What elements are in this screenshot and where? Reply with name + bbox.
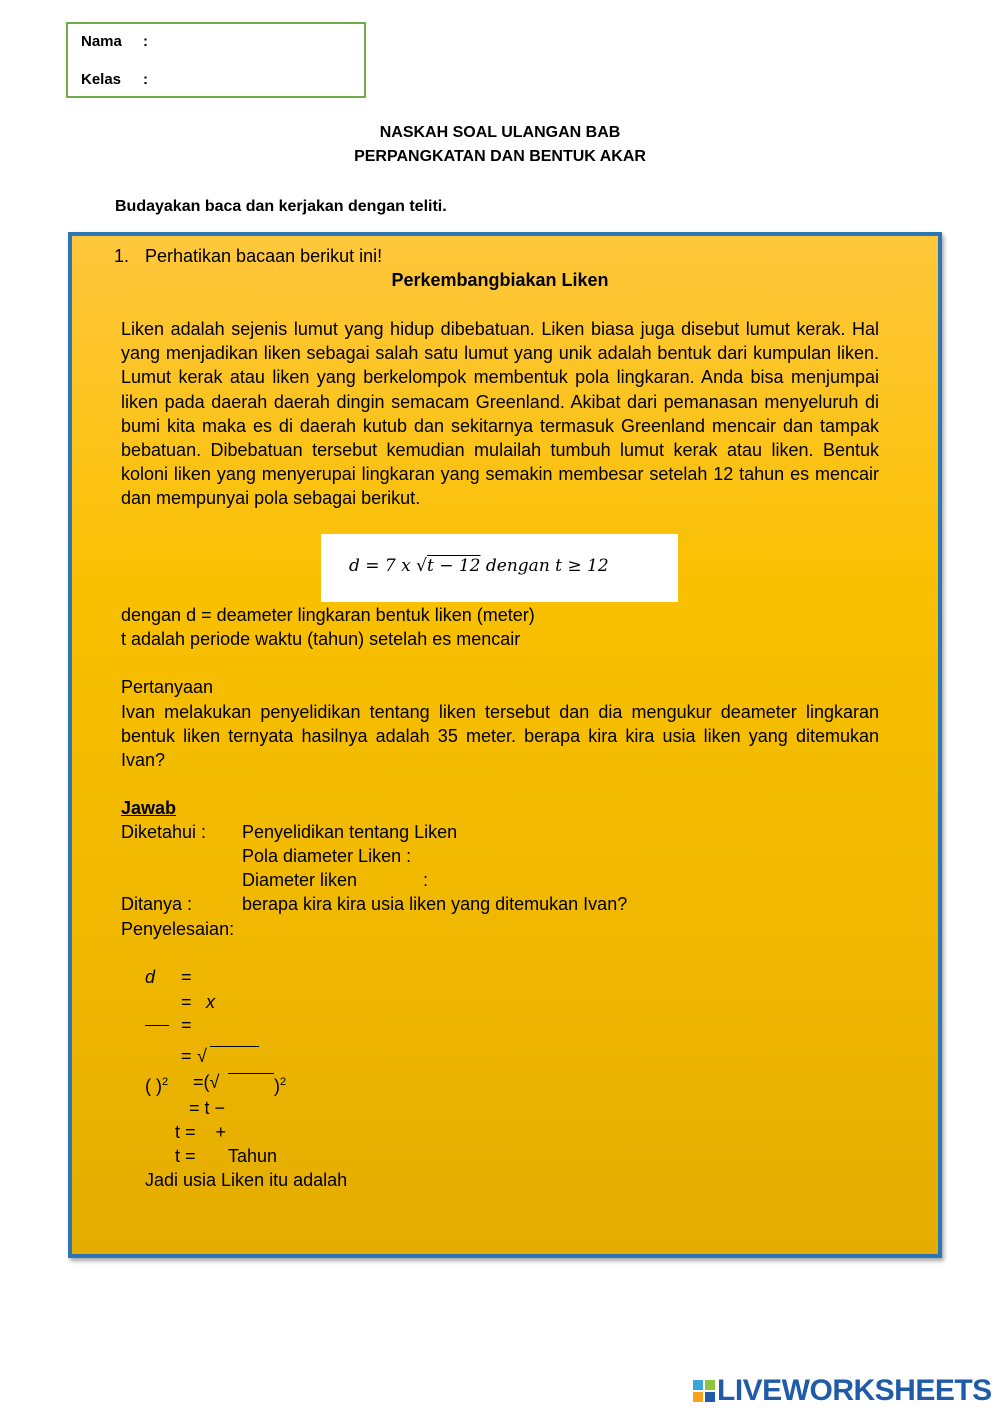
step5-close-paren: ) <box>274 1076 280 1096</box>
formula-box <box>321 534 678 602</box>
formula-rhs: dengan t ≥ 12 <box>480 556 609 576</box>
step8-unit: Tahun <box>228 1146 278 1166</box>
step1-eq: = <box>181 967 192 987</box>
fraction-bar <box>145 1025 169 1026</box>
step6: = t − <box>189 1098 226 1118</box>
step4-sqrt-bar <box>210 1046 259 1047</box>
logo-mark-icon <box>693 1380 715 1402</box>
definition-d: dengan d = deameter lingkaran bentuk liken (meter) <box>121 605 535 625</box>
step5-close <box>274 1070 286 1098</box>
known-item-3: Diameter liken <box>242 870 358 890</box>
question-number: 1. <box>114 246 130 266</box>
step2-x: x <box>206 992 215 1012</box>
step5-sqrt-bar <box>228 1073 274 1074</box>
step8-t: t = <box>175 1146 196 1166</box>
formula-lhs: d = 7 x √ <box>349 556 427 576</box>
known-item-3-colon: : <box>423 870 429 890</box>
step2-eq: = <box>181 992 192 1012</box>
step4-eq: = <box>181 1046 192 1066</box>
doc-title-line1: NASKAH SOAL ULANGAN BAB <box>379 124 621 141</box>
known-label: Diketahui : <box>121 822 207 842</box>
answer-heading: Jawab <box>121 798 177 818</box>
name-row <box>81 33 148 50</box>
asked-label: Ditanya : <box>121 894 193 914</box>
logo-text: LIVEWORKSHEETS <box>717 1374 992 1407</box>
step5-paren: ( ) <box>145 1076 162 1096</box>
passage-text: Liken adalah sejenis lumut yang hidup dibebatuan. Liken biasa juga disebut lumut kerak. Hal yang menjadikan liken sebagai salah satu lumut yang unik adalah bentuk dari kumpulan liken. Lumut kerak atau liken yang berkelompok membentuk pola lingkaran. Anda bisa menjumpai liken pada daerah daerah dingin semacam Greenland. Akibat dari pemanasan menyeluruh di bumi kita maka es di daerah kutub dan sekitarnya termasuk Greenland mencair dan tampak bebatuan. Dibebatuan tersebut kemudian mulailah tumbuh lumut kerak atau liken. Bentuk koloni liken yang menyerupai lingkaran yang semakin membesar setelah 12 tahun es mencair dan mempunyai pola sebagai berikut. <box>121 319 879 509</box>
passage-title: Perkembangbiakan Liken <box>391 270 609 290</box>
conclusion: Jadi usia Liken itu adalah <box>145 1170 348 1190</box>
step5-exp-right: 2 <box>280 1076 287 1088</box>
name-colon: : <box>143 33 148 50</box>
question-intro: Perhatikan bacaan berikut ini! <box>145 246 383 266</box>
step3-eq: = <box>181 1015 192 1035</box>
solution-label: Penyelesaian: <box>121 919 235 939</box>
instruction-text: Budayakan baca dan kerjakan dengan teliti. <box>115 198 447 215</box>
known-item-2: Pola diameter Liken : <box>242 846 412 866</box>
formula-radicand: t − 12 <box>426 556 481 576</box>
class-row <box>81 71 148 88</box>
class-colon: : <box>143 71 148 88</box>
step5-eq: =(√ <box>193 1072 220 1092</box>
name-label: Nama <box>81 33 122 50</box>
known-item-1: Penyelidikan tentang Liken <box>242 822 458 842</box>
step7: t = + <box>175 1122 227 1142</box>
step5-lhs <box>145 1070 168 1098</box>
step1-var: d <box>145 967 156 987</box>
definition-t: t adalah periode waktu (tahun) setelah es mencair <box>121 629 521 649</box>
question-text: Ivan melakukan penyelidikan tentang liken tersebut dan dia mengukur deameter lingkaran bentuk liken ternyata hasilnya adalah 35 meter. berapa kira kira usia liken yang ditemukan Ivan? <box>121 702 879 771</box>
asked-text: berapa kira kira usia liken yang ditemukan Ivan? <box>242 894 628 914</box>
step4-sqrt: √ <box>197 1046 207 1066</box>
identity-box <box>66 22 366 98</box>
question-label: Pertanyaan <box>121 677 214 697</box>
doc-title-line2: PERPANGKATAN DAN BENTUK AKAR <box>354 148 646 165</box>
step5-rhs <box>193 1070 219 1094</box>
class-label: Kelas <box>81 71 122 88</box>
formula-text <box>349 556 609 576</box>
step5-exp-left: 2 <box>162 1076 169 1088</box>
